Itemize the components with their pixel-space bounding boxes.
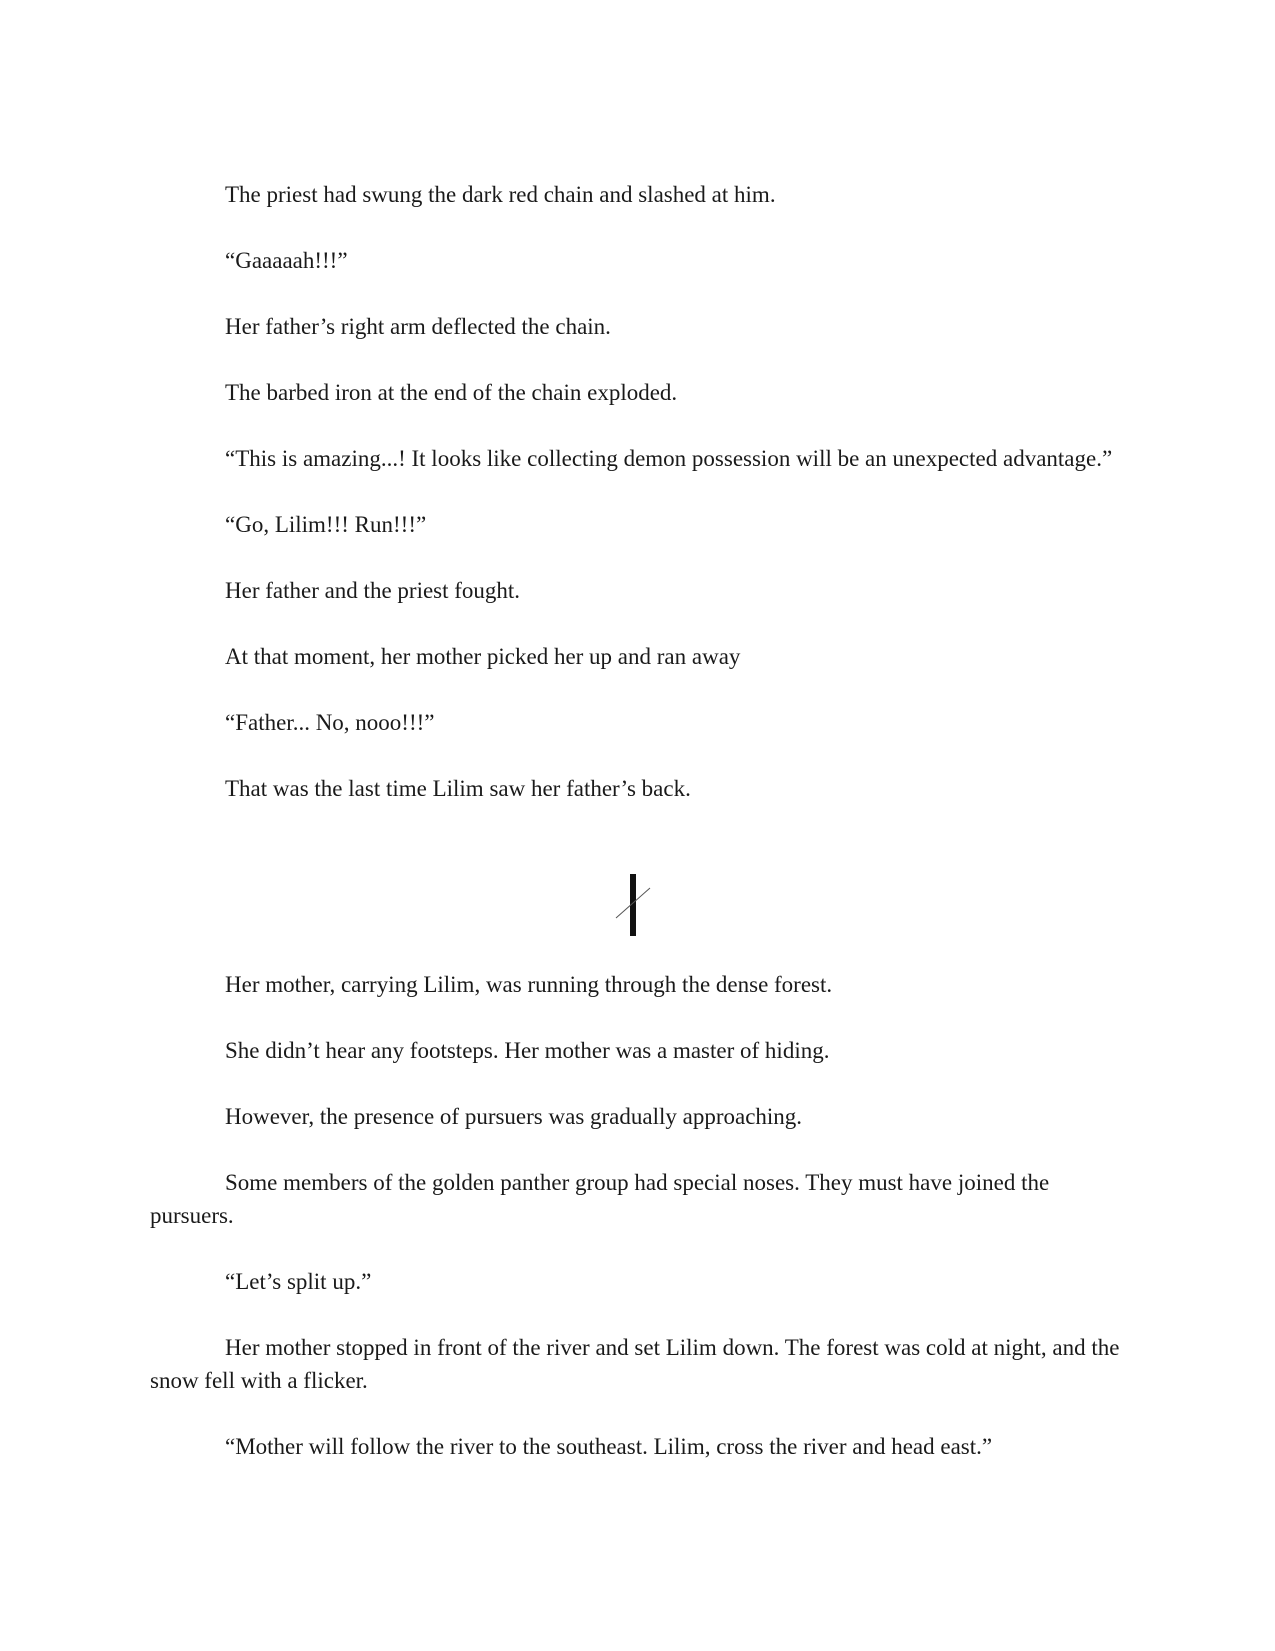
paragraph: That was the last time Lilim saw her father’s back. bbox=[225, 776, 691, 801]
paragraph: “Gaaaaah!!!” bbox=[225, 248, 348, 273]
paragraph: “This is amazing...! It looks like collecting demon possession will be an unexpected advantage.” bbox=[225, 446, 1113, 471]
paragraph: Her mother, carrying Lilim, was running through the dense forest. bbox=[225, 972, 833, 997]
paragraph: She didn’t hear any footsteps. Her mother was a master of hiding. bbox=[225, 1038, 830, 1063]
paragraph: The priest had swung the dark red chain and slashed at him. bbox=[225, 182, 776, 207]
paragraph: “Let’s split up.” bbox=[225, 1269, 372, 1294]
paragraph: Her father and the priest fought. bbox=[225, 578, 521, 603]
text-section-two bbox=[150, 968, 1125, 1463]
scene-break-ornament-icon bbox=[612, 870, 662, 940]
paragraph: The barbed iron at the end of the chain exploded. bbox=[225, 380, 678, 405]
paragraph: “Mother will follow the river to the southeast. Lilim, cross the river and head east.” bbox=[225, 1434, 993, 1459]
paragraph: “Go, Lilim!!! Run!!!” bbox=[225, 512, 427, 537]
paragraph: Her father’s right arm deflected the chain. bbox=[225, 314, 611, 339]
paragraph: However, the presence of pursuers was gradually approaching. bbox=[225, 1104, 803, 1129]
paragraph: At that moment, her mother picked her up and ran away bbox=[225, 644, 741, 669]
text-section-one bbox=[150, 178, 1125, 805]
paragraph: Her mother stopped in front of the river and set Lilim down. The forest was cold at night, and the snow fell with a flicker. bbox=[150, 1335, 1120, 1393]
paragraph: Some members of the golden panther group had special noses. They must have joined the pursuers. bbox=[150, 1170, 1050, 1228]
paragraph: “Father... No, nooo!!!” bbox=[225, 710, 435, 735]
